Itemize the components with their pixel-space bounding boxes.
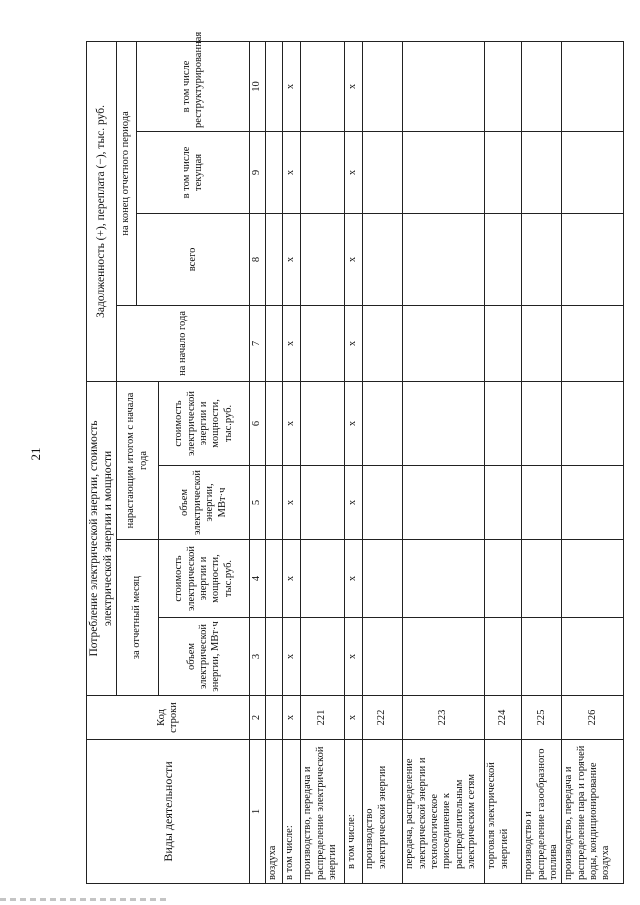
activity-cell: производство электрической энергии — [363, 740, 403, 884]
value-cell — [562, 618, 624, 696]
value-cell — [562, 213, 624, 305]
consumption-debt-table — [86, 31, 624, 884]
value-cell — [363, 540, 403, 618]
value-cell: х — [345, 131, 363, 213]
header-cost-month: стоимость электрической энергии и мощности, тыс.руб. — [159, 540, 250, 618]
table-row — [283, 41, 301, 883]
value-cell — [562, 131, 624, 213]
value-cell — [301, 618, 345, 696]
value-cell — [266, 305, 283, 381]
table-row — [403, 41, 485, 883]
value-cell — [522, 305, 562, 381]
value-cell — [562, 540, 624, 618]
activity-cell: передача, распределение электрической энергии и технологическое присоединение к распределительным электрическим сетям — [403, 740, 485, 884]
code-cell: 222 — [363, 696, 403, 740]
value-cell — [363, 305, 403, 381]
activity-cell: воздуха — [266, 740, 283, 884]
header-period-month: за отчетный месяц — [117, 540, 159, 696]
activity-cell: в том числе: — [345, 740, 363, 884]
value-cell — [403, 381, 485, 465]
table-row — [562, 41, 624, 883]
value-cell — [522, 618, 562, 696]
column-number: 6 — [250, 381, 266, 465]
activity-cell: производство, передача и распределение пара и горячей воды, кондиционирование воздуха — [562, 740, 624, 884]
header-activity: Виды деятельности — [87, 740, 250, 884]
table-row — [522, 41, 562, 883]
code-cell — [266, 696, 283, 740]
header-current: в том числе текущая — [137, 131, 250, 213]
value-cell — [363, 131, 403, 213]
value-cell — [403, 618, 485, 696]
value-cell — [522, 131, 562, 213]
value-cell — [403, 41, 485, 131]
table-row — [485, 41, 522, 883]
header-volume-cumulative: объем электрической энергии, МВт·ч — [159, 466, 250, 540]
header-total: всего — [137, 213, 250, 305]
value-cell — [266, 466, 283, 540]
value-cell: х — [283, 381, 301, 465]
column-number: 5 — [250, 466, 266, 540]
activity-cell: торговля электрической энергией — [485, 740, 522, 884]
value-cell — [266, 540, 283, 618]
value-cell — [403, 540, 485, 618]
code-cell: х — [345, 696, 363, 740]
value-cell — [266, 213, 283, 305]
value-cell — [485, 41, 522, 131]
value-cell — [403, 213, 485, 305]
value-cell — [301, 466, 345, 540]
code-cell: 221 — [301, 696, 345, 740]
header-year-start: на начало года — [117, 305, 250, 381]
value-cell: х — [283, 41, 301, 131]
value-cell: х — [283, 213, 301, 305]
column-number: 7 — [250, 305, 266, 381]
value-cell — [562, 466, 624, 540]
header-period-cumulative: нарастающим итогом с начала года — [117, 381, 159, 539]
scan-artifact — [0, 898, 170, 901]
table-row — [345, 41, 363, 883]
table-row — [301, 41, 345, 883]
value-cell — [403, 131, 485, 213]
value-cell: х — [345, 213, 363, 305]
value-cell — [485, 305, 522, 381]
value-cell — [522, 381, 562, 465]
value-cell — [562, 41, 624, 131]
value-cell — [301, 41, 345, 131]
value-cell — [363, 41, 403, 131]
header-code: Код строки — [87, 696, 250, 740]
activity-cell: производство, передача и распределение электрической энергии — [301, 740, 345, 884]
column-number: 1 — [250, 740, 266, 884]
rotated-table-area — [86, 31, 612, 884]
column-number: 8 — [250, 213, 266, 305]
code-cell: 226 — [562, 696, 624, 740]
value-cell: х — [345, 540, 363, 618]
value-cell — [363, 381, 403, 465]
value-cell — [301, 305, 345, 381]
value-cell — [301, 131, 345, 213]
table-row — [266, 41, 283, 883]
header-consumption: Потребление электрической энергии, стоимость электрической энергии и мощности — [87, 381, 117, 695]
header-cost-cumulative: стоимость электрической энергии и мощности, тыс.руб. — [159, 381, 250, 465]
value-cell — [363, 466, 403, 540]
value-cell — [403, 466, 485, 540]
table-row — [363, 41, 403, 883]
value-cell — [363, 618, 403, 696]
column-number: 9 — [250, 131, 266, 213]
value-cell — [522, 466, 562, 540]
value-cell — [485, 213, 522, 305]
column-number: 4 — [250, 540, 266, 618]
value-cell — [301, 381, 345, 465]
landscape-page — [86, 31, 612, 884]
value-cell — [485, 381, 522, 465]
value-cell: х — [345, 41, 363, 131]
header-volume-month: объем электрической энергии, МВт·ч — [159, 618, 250, 696]
value-cell: х — [283, 131, 301, 213]
value-cell — [301, 540, 345, 618]
page-number: 21 — [28, 447, 43, 461]
value-cell — [522, 41, 562, 131]
value-cell — [562, 381, 624, 465]
value-cell — [485, 618, 522, 696]
value-cell — [485, 540, 522, 618]
activity-cell: в том числе: — [283, 740, 301, 884]
code-cell: 225 — [522, 696, 562, 740]
value-cell — [266, 381, 283, 465]
value-cell — [266, 618, 283, 696]
value-cell — [301, 213, 345, 305]
value-cell — [562, 305, 624, 381]
value-cell — [363, 213, 403, 305]
column-number: 2 — [250, 696, 266, 740]
value-cell — [266, 131, 283, 213]
value-cell — [485, 466, 522, 540]
column-number: 3 — [250, 618, 266, 696]
value-cell: х — [283, 618, 301, 696]
value-cell: х — [345, 381, 363, 465]
value-cell: х — [345, 305, 363, 381]
value-cell: х — [283, 305, 301, 381]
value-cell — [522, 213, 562, 305]
value-cell — [403, 305, 485, 381]
activity-cell: производство и распределение газообразного топлива — [522, 740, 562, 884]
header-restructured: в том числе реструктурированная — [137, 41, 250, 131]
code-cell: 223 — [403, 696, 485, 740]
column-number-row — [250, 41, 266, 883]
value-cell: х — [283, 540, 301, 618]
column-number: 10 — [250, 41, 266, 131]
value-cell: х — [345, 618, 363, 696]
value-cell — [485, 131, 522, 213]
header-debt: Задолженность (+), переплата (−), тыс. руб. — [87, 41, 117, 381]
value-cell — [266, 41, 283, 131]
value-cell — [522, 540, 562, 618]
value-cell: х — [283, 466, 301, 540]
code-cell: х — [283, 696, 301, 740]
value-cell: х — [345, 466, 363, 540]
header-period-end: на конец отчетного периода — [117, 41, 137, 305]
code-cell: 224 — [485, 696, 522, 740]
